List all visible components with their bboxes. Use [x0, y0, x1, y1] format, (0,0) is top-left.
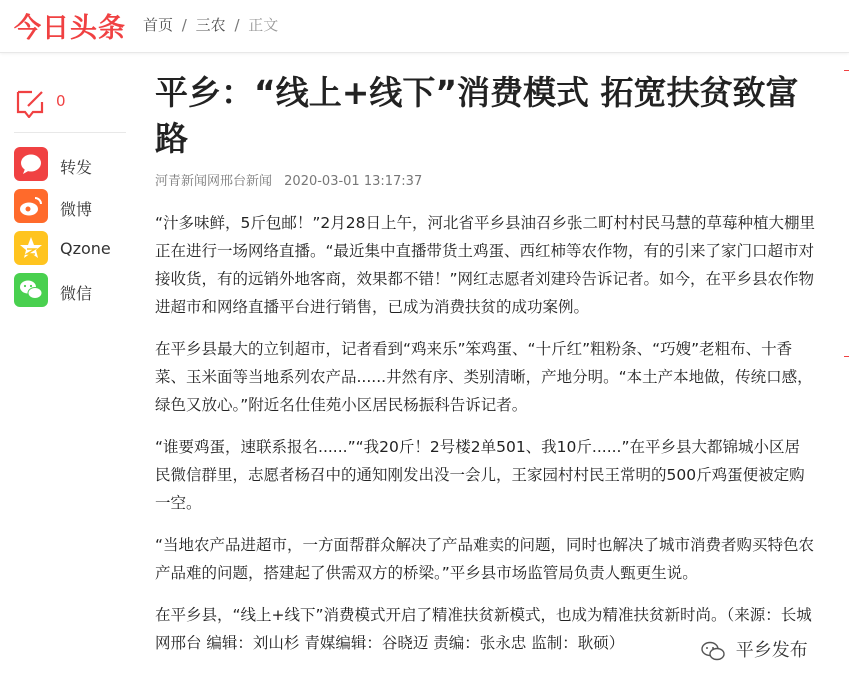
breadcrumb-separator: / — [234, 16, 240, 34]
article-time: 2020-03-01 13:17:37 — [284, 174, 423, 189]
article-paragraph: “谁要鸡蛋，速联系报名......”“我20斤！2号楼2单501、我10斤......”在平乡县大都锦城小区居民微信群里，志愿者杨召中的通知刚发出没一会儿，王家园村村民王常明的500斤鸡蛋便被定购一空。 — [155, 438, 805, 512]
share-qzone-label: Qzone — [60, 239, 111, 258]
breadcrumb-home[interactable]: 首页 — [143, 16, 174, 34]
article-title: 平乡：“线上+线下”消费模式 拓宽扶贫致富路 — [155, 73, 799, 158]
share-weibo[interactable] — [14, 189, 126, 223]
article-paragraph: 在平乡县，“线上+线下”消费模式开启了精准扶贫新模式，也成为精准扶贫新时尚。（来源：长城网邢台 编辑：刘山杉 青媒编辑：谷晓迈 责编：张永忠 监制：耿硕） — [155, 606, 812, 652]
qzone-icon — [14, 231, 48, 265]
share-weibo-label: 微博 — [60, 200, 93, 219]
article-source[interactable]: 河青新闻网邢台新闻 — [155, 174, 273, 189]
breadcrumb-current: 正文 — [248, 16, 279, 34]
breadcrumb — [143, 14, 282, 35]
share-qzone[interactable] — [14, 231, 126, 265]
site-logo[interactable]: 今日头条 — [14, 13, 126, 44]
share-wechat[interactable] — [14, 273, 126, 307]
article-paragraph: 在平乡县最大的立钊超市，记者看到“鸡来乐”笨鸡蛋、“十斤红”粗粉条、“巧嫂”老粗布、十香菜、玉米面等当地系列农产品......井然有序、类别清晰，产地分明。“本土产本地做，传统口感，绿色又放心。”附近名仕佳苑小区居民杨振科告诉记者。 — [155, 340, 813, 414]
share-repost-label: 转发 — [60, 158, 93, 177]
breadcrumb-separator: / — [181, 16, 187, 34]
share-sidebar — [14, 84, 126, 315]
weibo-icon — [14, 189, 48, 223]
wechat-icon — [14, 273, 48, 307]
article-meta — [155, 170, 430, 189]
wechat-watermark-icon — [700, 640, 726, 662]
comment-button[interactable] — [14, 84, 126, 133]
article-paragraph: “当地农产品进超市，一方面帮群众解决了产品难卖的问题，同时也解决了城市消费者购买特色农产品难的问题，搭建起了供需双方的桥梁。”平乡县市场监管局负责人甄更生说。 — [155, 536, 815, 582]
breadcrumb-category[interactable]: 三农 — [195, 16, 226, 34]
watermark-text: 平乡发布 — [735, 640, 808, 661]
top-bar — [0, 0, 849, 53]
comment-icon — [14, 86, 46, 118]
right-edge-mark — [844, 70, 849, 71]
share-wechat-label: 微信 — [60, 284, 93, 303]
comment-count: 0 — [56, 92, 66, 110]
wechat-watermark — [700, 636, 808, 662]
repost-icon — [14, 147, 48, 181]
right-edge-mark — [844, 356, 849, 357]
article-body — [155, 209, 815, 671]
article-paragraph: “汁多味鲜，5斤包邮！”2月28日上午，河北省平乡县油召乡张二町村村民马慧的草莓种植大棚里正在进行一场网络直播。“最近集中直播带货土鸡蛋、西红柿等农作物，有的引来了家门口超市对接收货，有的远销外地客商，效果都不错！”网红志愿者刘建玲告诉记者。如今，在平乡县农作物进超市和网络直播平台进行销售，已成为消费扶贫的成功案例。 — [155, 214, 816, 316]
share-repost[interactable] — [14, 147, 126, 181]
